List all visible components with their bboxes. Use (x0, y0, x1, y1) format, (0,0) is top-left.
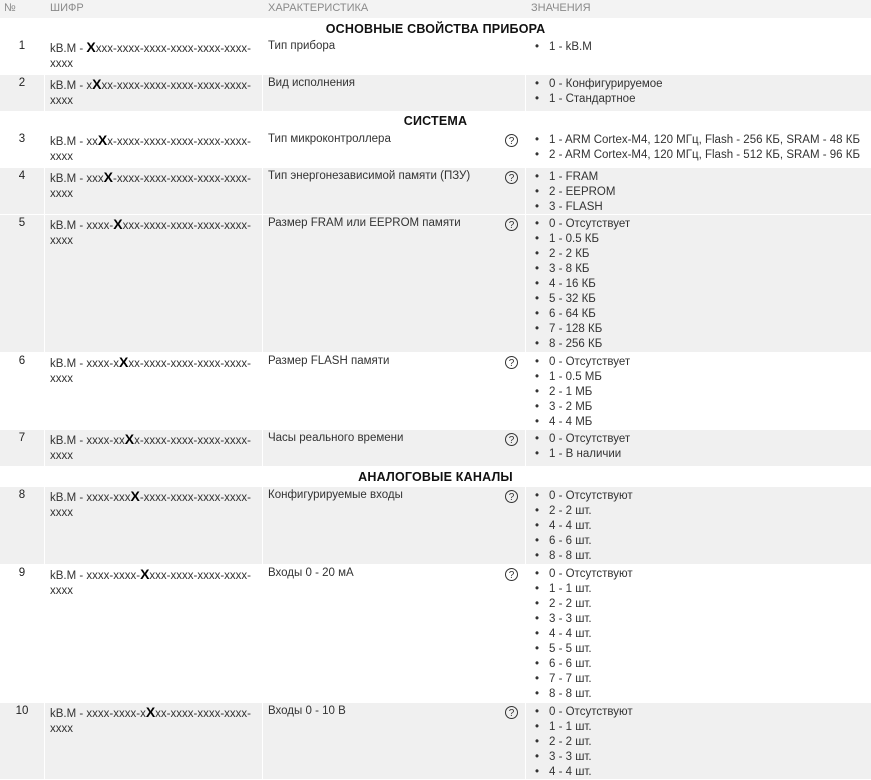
value-item: • 0 - Отсутствуют (533, 567, 871, 582)
row-number: 10 (15, 705, 29, 717)
value-item: • 0 - Отсутствуют (533, 705, 871, 720)
section-title-system: СИСТЕМА (0, 112, 871, 130)
code-suffix: -xxxx-xxxx-xxxx-xxxx-xxxx (50, 492, 251, 519)
row-number: 8 (18, 489, 26, 501)
column-divider (262, 703, 263, 779)
value-item: • 3 - 3 шт. (533, 750, 871, 765)
value-item: • 0 - Отсутствует (533, 432, 871, 447)
row-values (533, 489, 871, 564)
code-suffix: xx-xxxx-xxxx-xxxx-xxxx (50, 708, 251, 735)
code-prefix: kB.M - xx (50, 136, 98, 148)
row-characteristic: Тип микроконтроллера (268, 133, 391, 145)
code-prefix: kB.M - x (50, 80, 93, 92)
row-characteristic: Конфигурируемые входы (268, 489, 403, 501)
row-code (50, 432, 255, 464)
column-divider (44, 168, 45, 214)
help-icon[interactable]: ? (505, 134, 518, 147)
help-icon[interactable]: ? (505, 490, 518, 503)
value-item: • 6 - 6 шт. (533, 534, 871, 549)
row-number: 3 (18, 133, 26, 145)
code-suffix: x-xxxx-xxxx-xxxx-xxxx-xxxx-xxxx (50, 136, 251, 163)
column-divider (44, 565, 45, 702)
help-icon[interactable]: ? (505, 171, 518, 184)
table-row (0, 430, 871, 466)
table-row (0, 168, 871, 214)
value-item: • 1 - kB.M (533, 40, 871, 55)
row-values (533, 355, 871, 430)
value-item: • 7 - 128 КБ (533, 322, 871, 337)
value-item: • 0 - Отсутствует (533, 355, 871, 370)
row-characteristic: Часы реального времени (268, 432, 404, 444)
value-item: • 2 - 2 шт. (533, 597, 871, 612)
value-item: • 1 - В наличии (533, 447, 871, 462)
code-prefix: kB.M - xxxx-xxx (50, 492, 131, 504)
code-suffix: x-xxxx-xxxx-xxxx-xxxx-xxxx (50, 435, 251, 462)
row-characteristic: Вид исполнения (268, 77, 356, 89)
row-values (533, 40, 871, 55)
row-characteristic: Размер FRAM или EEPROM памяти (268, 217, 461, 229)
value-item: • 1 - 1 шт. (533, 582, 871, 597)
value-item: • 0 - Конфигурируемое (533, 77, 871, 92)
row-characteristic: Тип энергонезависимой памяти (ПЗУ) (268, 170, 471, 182)
help-icon[interactable]: ? (505, 433, 518, 446)
column-divider (44, 353, 45, 429)
value-item: • 2 - 2 шт. (533, 504, 871, 519)
column-divider (44, 38, 45, 74)
code-prefix: kB.M - xxxx- (50, 220, 114, 232)
table-row (0, 703, 871, 779)
code-position-marker: X (145, 704, 156, 720)
row-characteristic: Входы 0 - 20 мА (268, 567, 354, 579)
row-code (50, 40, 255, 72)
row-code (50, 355, 255, 387)
code-prefix: kB.M - xxxx-xx (50, 435, 125, 447)
code-prefix: kB.M - xxxx-x (50, 358, 119, 370)
row-code (50, 489, 255, 521)
table-header (0, 0, 871, 18)
row-characteristic: Тип прибора (268, 40, 336, 52)
code-position-marker: X (103, 169, 114, 185)
column-divider (525, 38, 526, 74)
value-item: • 1 - 0.5 КБ (533, 232, 871, 247)
column-divider (525, 487, 526, 564)
code-suffix: xxx-xxxx-xxxx-xxxx-xxxx-xxxx (50, 220, 251, 247)
value-item: • 3 - 2 МБ (533, 400, 871, 415)
code-prefix: kB.M - (50, 43, 87, 55)
column-divider (525, 565, 526, 702)
value-item: • 1 - Стандартное (533, 92, 871, 107)
column-divider (262, 487, 263, 564)
value-item: • 8 - 8 шт. (533, 687, 871, 702)
column-divider (525, 430, 526, 466)
table-row (0, 487, 871, 564)
code-suffix: xxx-xxxx-xxxx-xxxx-xxxx (50, 570, 251, 597)
header-code: ШИФР (50, 2, 84, 14)
code-position-marker: X (124, 431, 135, 447)
code-position-marker: X (130, 488, 140, 504)
column-divider (262, 430, 263, 466)
row-number: 5 (18, 217, 26, 229)
value-item: • 6 - 6 шт. (533, 657, 871, 672)
row-values (533, 133, 871, 163)
code-prefix: kB.M - xxxx-xxxx-x (50, 708, 146, 720)
value-item: • 2 - ARM Cortex-M4, 120 МГц, Flash - 512 КБ, SRAM - 96 КБ (533, 148, 871, 163)
row-code (50, 217, 255, 249)
column-divider (44, 430, 45, 466)
code-suffix: xxx-xxxx-xxxx-xxxx-xxxx-xxxx-xxxx (50, 43, 251, 70)
column-divider (525, 75, 526, 111)
table-row (0, 565, 871, 702)
row-values (533, 170, 871, 215)
value-item: • 8 - 8 шт. (533, 549, 871, 564)
code-prefix: kB.M - xxx (50, 173, 104, 185)
column-divider (44, 703, 45, 779)
column-divider (262, 353, 263, 429)
value-item: • 3 - 3 шт. (533, 612, 871, 627)
row-number: 7 (18, 432, 26, 444)
value-item: • 4 - 4 шт. (533, 765, 871, 780)
column-divider (44, 487, 45, 564)
value-item: • 6 - 64 КБ (533, 307, 871, 322)
column-divider (525, 703, 526, 779)
table-row (0, 353, 871, 429)
row-code (50, 77, 255, 109)
row-values (533, 77, 871, 107)
row-characteristic: Размер FLASH памяти (268, 355, 390, 367)
column-divider (525, 215, 526, 352)
column-divider (525, 168, 526, 214)
value-item: • 5 - 32 КБ (533, 292, 871, 307)
table-row (0, 38, 871, 74)
table-row (0, 215, 871, 352)
row-number: 4 (18, 170, 26, 182)
help-icon[interactable]: ? (505, 568, 518, 581)
code-position-marker: X (86, 39, 96, 55)
value-item: • 4 - 4 МБ (533, 415, 871, 430)
column-divider (44, 215, 45, 352)
column-divider (44, 75, 45, 111)
row-code (50, 170, 255, 202)
code-suffix: xx-xxxx-xxxx-xxxx-xxxx-xxxx (50, 358, 251, 385)
header-vals: ЗНАЧЕНИЯ (531, 2, 591, 14)
code-suffix: xx-xxxx-xxxx-xxxx-xxxx-xxxx-xxxx (50, 80, 251, 107)
section-title-analog: АНАЛОГОВЫЕ КАНАЛЫ (0, 468, 871, 486)
code-position-marker: X (119, 354, 129, 370)
code-position-marker: X (97, 132, 108, 148)
row-number: 9 (18, 567, 26, 579)
table-row (0, 75, 871, 111)
value-item: • 0 - Отсутствует (533, 217, 871, 232)
value-item: • 1 - 1 шт. (533, 720, 871, 735)
column-divider (262, 168, 263, 214)
row-characteristic: Входы 0 - 10 В (268, 705, 346, 717)
value-item: • 1 - FRAM (533, 170, 871, 185)
column-divider (262, 565, 263, 702)
help-icon[interactable]: ? (505, 706, 518, 719)
code-prefix: kB.M - xxxx-xxxx- (50, 570, 141, 582)
row-values (533, 705, 871, 780)
row-number: 1 (18, 40, 26, 52)
value-item: • 4 - 4 шт. (533, 627, 871, 642)
code-position-marker: X (92, 76, 102, 92)
column-divider (262, 215, 263, 352)
column-divider (262, 75, 263, 111)
value-item: • 1 - 0.5 МБ (533, 370, 871, 385)
value-item: • 2 - EEPROM (533, 185, 871, 200)
row-code (50, 705, 255, 737)
value-item: • 4 - 16 КБ (533, 277, 871, 292)
value-item: • 3 - 8 КБ (533, 262, 871, 277)
value-item: • 0 - Отсутствуют (533, 489, 871, 504)
row-code (50, 567, 255, 599)
table-row (0, 131, 871, 167)
code-position-marker: X (113, 216, 123, 232)
value-item: • 2 - 2 КБ (533, 247, 871, 262)
column-divider (262, 38, 263, 74)
value-item: • 3 - FLASH (533, 200, 871, 215)
value-item: • 5 - 5 шт. (533, 642, 871, 657)
row-number: 2 (18, 77, 26, 89)
column-divider (525, 131, 526, 167)
value-item: • 8 - 256 КБ (533, 337, 871, 352)
header-char: ХАРАКТЕРИСТИКА (268, 2, 369, 14)
value-item: • 2 - 2 шт. (533, 735, 871, 750)
help-icon[interactable]: ? (505, 356, 518, 369)
section-title-main: ОСНОВНЫЕ СВОЙСТВА ПРИБОРА (0, 20, 871, 38)
code-position-marker: X (140, 566, 150, 582)
row-values (533, 432, 871, 462)
header-no: № (4, 2, 16, 14)
column-divider (525, 353, 526, 429)
column-divider (44, 131, 45, 167)
value-item: • 7 - 7 шт. (533, 672, 871, 687)
code-suffix: -xxxx-xxxx-xxxx-xxxx-xxxx-xxxx (50, 173, 251, 200)
row-code (50, 133, 255, 165)
row-values (533, 567, 871, 702)
value-item: • 4 - 4 шт. (533, 519, 871, 534)
row-number: 6 (18, 355, 26, 367)
value-item: • 2 - 1 МБ (533, 385, 871, 400)
column-divider (262, 131, 263, 167)
value-item: • 1 - ARM Cortex-M4, 120 МГц, Flash - 256 КБ, SRAM - 48 КБ (533, 133, 871, 148)
row-values (533, 217, 871, 352)
help-icon[interactable]: ? (505, 218, 518, 231)
